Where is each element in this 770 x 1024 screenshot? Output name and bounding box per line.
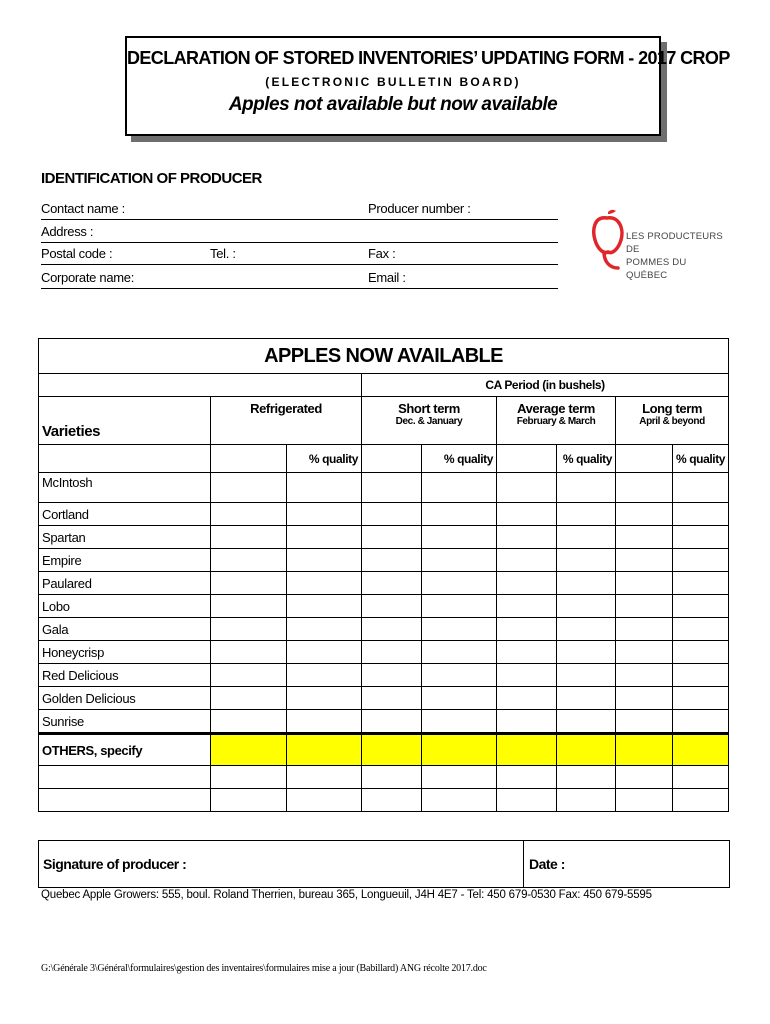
entry-cell[interactable] [497,766,557,789]
entry-cell[interactable] [422,549,497,572]
entry-cell[interactable] [616,473,673,503]
entry-cell[interactable] [287,503,362,526]
entry-cell[interactable] [211,641,287,664]
entry-cell[interactable] [287,789,362,812]
entry-cell[interactable] [497,526,557,549]
long-term-header [616,397,729,445]
entry-cell[interactable] [616,595,673,618]
entry-cell[interactable] [422,710,497,734]
entry-cell[interactable] [211,789,287,812]
entry-cell[interactable] [497,595,557,618]
others-cell[interactable] [211,734,287,766]
entry-cell[interactable] [673,526,729,549]
entry-cell[interactable] [362,473,422,503]
entry-cell[interactable] [422,572,497,595]
quality-header-short: % quality [422,445,497,473]
form-header [125,36,730,136]
table-row [39,618,729,641]
contact-name-field[interactable] [41,219,558,220]
long-term-label: Long term [642,401,703,416]
inventory-table [38,338,729,812]
entry-cell[interactable] [362,664,422,687]
variety-rows [39,473,729,734]
variety-name: Cortland [39,503,211,526]
entry-cell[interactable] [557,618,616,641]
identification-heading: IDENTIFICATION OF PRODUCER [41,170,262,187]
entry-cell[interactable] [557,549,616,572]
entry-cell[interactable] [362,549,422,572]
entry-cell[interactable] [497,549,557,572]
entry-cell[interactable] [422,641,497,664]
entry-cell[interactable] [673,641,729,664]
logo-line-2: POMMES DU QUÉBEC [626,257,687,281]
entry-cell[interactable] [673,549,729,572]
table-row [39,572,729,595]
signature-divider [523,841,524,887]
entry-cell[interactable] [557,664,616,687]
form-title: DECLARATION OF STORED INVENTORIES’ UPDATING FORM - 2017 CROP [127,48,730,68]
entry-cell[interactable] [287,687,362,710]
entry-cell[interactable] [422,766,497,789]
entry-cell[interactable] [557,641,616,664]
entry-cell[interactable] [211,687,287,710]
others-cell[interactable] [673,734,729,766]
date-label: Date : [529,856,565,872]
entry-cell[interactable] [287,641,362,664]
table-row [39,664,729,687]
entry-cell[interactable] [287,526,362,549]
others-cell[interactable] [362,734,422,766]
entry-cell[interactable] [673,473,729,503]
entry-cell[interactable] [497,687,557,710]
entry-cell[interactable] [211,549,287,572]
variety-name: Honeycrisp [39,641,211,664]
form-subtitle: (ELECTRONIC BULLETIN BOARD) [265,75,521,89]
variety-name: McIntosh [39,473,211,503]
entry-cell[interactable] [422,618,497,641]
average-term-period: February & March [516,416,596,427]
logo-line-1: LES PRODUCTEURS DE [626,231,723,255]
email-label: Email : [368,270,406,285]
short-term-header [362,397,497,445]
corporate-name-label: Corporate name: [41,270,135,285]
variety-name: Empire [39,549,211,572]
quality-header-refrigerated: % quality [287,445,362,473]
entry-cell[interactable] [287,664,362,687]
entry-cell[interactable] [497,618,557,641]
table-row [39,710,729,734]
entry-cell[interactable] [422,503,497,526]
entry-cell[interactable] [557,766,616,789]
entry-cell[interactable] [557,789,616,812]
entry-cell[interactable] [557,473,616,503]
entry-cell[interactable] [557,595,616,618]
others-cell[interactable] [616,734,673,766]
entry-cell[interactable] [673,595,729,618]
entry-cell[interactable] [673,766,729,789]
entry-cell[interactable] [211,526,287,549]
entry-cell[interactable] [287,549,362,572]
variety-name: Paulared [39,572,211,595]
apple-logo-icon [590,208,626,272]
entry-cell[interactable] [557,572,616,595]
variety-name: Lobo [39,595,211,618]
entry-cell[interactable] [287,473,362,503]
entry-cell[interactable] [673,687,729,710]
entry-cell[interactable] [616,549,673,572]
entry-cell[interactable] [211,595,287,618]
entry-cell[interactable] [673,572,729,595]
entry-cell[interactable] [616,641,673,664]
long-term-period: April & beyond [639,416,705,427]
table-row [39,687,729,710]
entry-cell[interactable] [211,572,287,595]
entry-cell[interactable] [497,789,557,812]
tel-label: Tel. : [210,246,236,261]
entry-cell[interactable] [616,664,673,687]
entry-cell[interactable] [422,595,497,618]
entry-cell[interactable] [362,789,422,812]
others-cell[interactable] [497,734,557,766]
entry-cell[interactable] [673,664,729,687]
contact-name-label: Contact name : [41,201,125,216]
entry-cell[interactable] [287,710,362,734]
entry-cell[interactable] [557,503,616,526]
average-term-header [497,397,616,445]
corporate-name-field[interactable] [41,288,558,289]
availability-note: Apples not available but now available [228,94,558,115]
entry-cell[interactable] [287,572,362,595]
table-row [39,595,729,618]
entry-cell[interactable] [287,766,362,789]
entry-cell[interactable] [211,664,287,687]
table-row [39,526,729,549]
entry-cell[interactable] [287,618,362,641]
entry-cell[interactable] [497,710,557,734]
entry-cell[interactable] [287,595,362,618]
entry-cell[interactable] [422,789,497,812]
ca-period-header: CA Period (in bushels) [362,374,729,397]
fax-label: Fax : [368,246,396,261]
others-entry-cell[interactable] [39,766,211,789]
variety-name: Golden Delicious [39,687,211,710]
entry-cell[interactable] [422,526,497,549]
entry-cell[interactable] [422,687,497,710]
others-cell[interactable] [287,734,362,766]
entry-cell[interactable] [616,710,673,734]
entry-cell[interactable] [362,641,422,664]
entry-cell[interactable] [616,789,673,812]
short-term-period: Dec. & January [395,416,463,427]
table-row [39,549,729,572]
entry-cell[interactable] [211,503,287,526]
refrigerated-header: Refrigerated [211,397,362,445]
entry-cell[interactable] [557,526,616,549]
variety-name: Spartan [39,526,211,549]
others-entry-cell[interactable] [39,789,211,812]
variety-name: Sunrise [39,710,211,734]
others-cell[interactable] [557,734,616,766]
entry-cell[interactable] [211,710,287,734]
table-row [39,641,729,664]
address-label: Address : [41,224,94,239]
quality-header-average: % quality [557,445,616,473]
entry-cell[interactable] [557,710,616,734]
entry-cell[interactable] [497,572,557,595]
entry-cell[interactable] [362,595,422,618]
short-term-label: Short term [398,401,460,416]
signature-box [38,840,730,888]
entry-cell[interactable] [497,503,557,526]
entry-cell[interactable] [211,473,287,503]
table-row [39,503,729,526]
average-term-label: Average term [517,401,595,416]
table-row [39,473,729,503]
entry-cell[interactable] [211,618,287,641]
entry-cell[interactable] [673,618,729,641]
entry-cell[interactable] [422,473,497,503]
entry-cell[interactable] [673,503,729,526]
entry-cell[interactable] [616,572,673,595]
entry-cell[interactable] [616,687,673,710]
variety-name: Gala [39,618,211,641]
others-specify-label: OTHERS, specify [39,734,211,766]
entry-cell[interactable] [362,572,422,595]
entry-cell[interactable] [362,618,422,641]
producers-logo [590,208,730,281]
entry-cell[interactable] [497,473,557,503]
footer-file-path: G:\Générale 3\Général\formulaires\gestion des inventaires\formulaires mise a jour (Babillard) ANG récolte 2017.doc [41,963,487,974]
entry-cell[interactable] [616,526,673,549]
entry-cell[interactable] [362,687,422,710]
varieties-header: Varieties [39,397,211,445]
footer-address: Quebec Apple Growers: 555, boul. Roland Therrien, bureau 365, Longueuil, J4H 4E7 - Tel: 450 679-0530 Fax: 450 679-5595 [41,889,652,901]
entry-cell[interactable] [422,664,497,687]
entry-cell[interactable] [362,503,422,526]
entry-cell[interactable] [557,687,616,710]
producer-number-label: Producer number : [368,201,471,216]
entry-cell[interactable] [362,710,422,734]
entry-cell[interactable] [362,526,422,549]
entry-cell[interactable] [616,503,673,526]
postal-code-field[interactable] [41,264,558,265]
quality-header-long: % quality [673,445,729,473]
signature-label: Signature of producer : [43,856,187,872]
entry-cell[interactable] [673,710,729,734]
entry-cell[interactable] [497,641,557,664]
others-cell[interactable] [422,734,497,766]
address-field[interactable] [41,242,558,243]
entry-cell[interactable] [673,789,729,812]
entry-cell[interactable] [362,766,422,789]
entry-cell[interactable] [497,664,557,687]
table-title: APPLES NOW AVAILABLE [39,339,729,374]
entry-cell[interactable] [211,766,287,789]
variety-name: Red Delicious [39,664,211,687]
entry-cell[interactable] [616,766,673,789]
postal-code-label: Postal code : [41,246,113,261]
entry-cell[interactable] [616,618,673,641]
